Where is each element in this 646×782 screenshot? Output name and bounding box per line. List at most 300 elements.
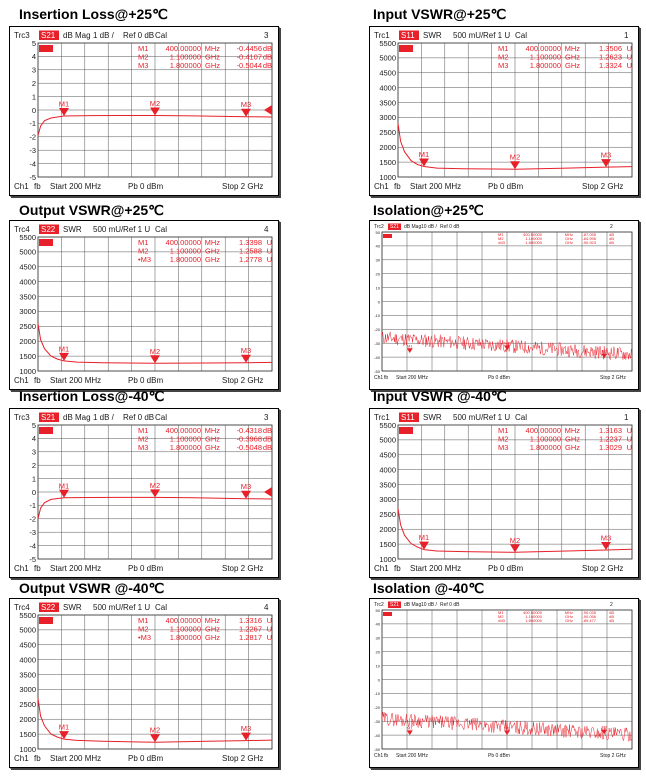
ytick-label: 5 [31,38,36,48]
scale-label: 500 mU/ [453,31,484,40]
marker-triangle [504,730,510,735]
format-label: dB Mag [404,602,422,608]
marker-table-unit: GHz [205,61,220,70]
footer-power: Pb 0 dBm [128,754,164,763]
channel-number: 2 [610,224,613,230]
marker-table-freq: 1.100000 [525,614,542,619]
ytick-label: 1500 [19,729,36,739]
marker-trace-label: M3 [600,533,612,543]
marker-table-unit: GHz [205,52,220,62]
marker-table-value: 1.2623 [599,52,622,62]
marker-table-freq: 1.100000 [529,52,561,62]
marker-table-value: 1.3316 [239,616,262,625]
marker-table-label: M1 [138,426,149,435]
marker-table-freq: 400.00000 [525,426,561,435]
marker-table-label: M3 [498,443,509,452]
ref-level-arrow [264,487,272,497]
marker-trace-label: M2 [509,152,521,162]
marker-trace-label: M2 [509,535,521,545]
marker-table-freq: 1.800000 [525,618,542,623]
ytick-label: 0 [31,105,36,115]
vna-panel-insertion-loss-m40 [9,408,279,578]
marker-table-unit: MHz [564,610,573,615]
footer-fb: fb [394,182,401,191]
ref-label: Ref 0 dB [440,224,460,230]
marker-table-unit: GHz [565,240,573,245]
marker-table-vunit: U [266,238,272,247]
ytick-label: -2 [29,132,36,142]
ytick-label: 3000 [19,685,36,695]
marker-triangle [150,489,160,497]
marker-trace-label: M2 [149,480,161,490]
ref-label: Ref 0 dB [123,413,155,422]
ytick-label: 50 [375,607,380,613]
marker-trace-label: M1 [406,343,413,349]
marker-table-freq: 1.800000 [169,61,201,70]
marker-table-label: M3 [138,61,149,70]
marker-table-label: •M3 [498,240,505,245]
vna-panel-input-vswr-m40 [369,408,639,578]
ytick-label: 5000 [19,247,36,257]
marker-table-unit: GHz [565,614,573,619]
ytick-label: 3000 [379,113,396,123]
ytick-label: -10 [374,313,380,319]
format-label: dB Mag [63,413,91,422]
param-label: S21 [390,224,399,230]
format-label: SWR [423,31,442,40]
marker-table-label: M1 [498,232,504,237]
marker-table-label: M2 [498,614,504,619]
footer-power: Pb 0 dBm [488,753,510,759]
marker-table-vunit: U [626,434,632,444]
marker-table-value: 1.3324 [599,61,622,70]
ytick-label: 2000 [19,337,36,347]
active-trace-badge [399,45,413,52]
ytick-label: 30 [375,635,380,641]
ref-label: Ref 0 dB [123,31,155,40]
marker-table-unit: MHz [204,44,220,53]
footer-start: Start 200 MHz [50,564,102,573]
ytick-label: 40 [375,621,380,627]
ytick-label: 50 [375,229,380,235]
marker-table-vunit: U [626,44,632,53]
marker-table-unit: MHz [204,616,220,625]
format-label: SWR [423,413,442,422]
ytick-label: 3500 [19,292,36,302]
marker-triangle [510,544,520,552]
format-label: SWR [63,225,82,234]
ytick-label: -50 [374,368,380,374]
marker-table-freq: 1.100000 [169,434,201,444]
ytick-label: 4000 [19,277,36,287]
ref-label: Ref 0 dB [440,602,460,608]
marker-table-value: -84.996 [582,236,596,241]
marker-triangle [59,108,69,116]
footer-power: Pb 0 dBm [128,376,164,385]
chart-title-3: Isolation@+25℃ [373,202,484,218]
marker-trace-label: M3 [240,346,252,356]
marker-table-value: 1.2588 [239,246,262,256]
marker-table-unit: GHz [205,434,220,444]
scale-label: 1 dB / [93,413,114,422]
marker-table-vunit: U [266,624,272,634]
ytick-label: 4500 [379,450,396,460]
footer-stop: Stop 2 GHz [222,564,264,573]
ytick-label: 3 [31,65,36,75]
marker-table-vunit: U [626,61,632,70]
marker-table-value: -0.5044 [236,61,262,70]
ref-label: Ref 1 U [123,225,151,234]
marker-triangle [601,159,611,167]
ytick-label: 5500 [19,610,36,620]
ytick-label: -3 [29,146,36,155]
footer-fb: fb [384,375,389,381]
marker-table-vunit: U [266,616,272,625]
marker-table-label: M1 [498,610,504,615]
ytick-label: 2 [31,79,36,88]
marker-table-label: M2 [498,236,504,241]
marker-trace-label: M1 [418,150,430,160]
channel-number: 1 [624,31,629,40]
ytick-label: 1 [31,92,36,102]
marker-table-unit: GHz [205,443,220,452]
marker-triangle [407,730,413,735]
ytick-label: 10 [375,663,380,669]
param-label: S21 [390,602,399,608]
marker-trace-label: M3 [240,100,252,110]
ytick-label: 4500 [379,68,396,78]
marker-table-freq: 1.800000 [529,443,561,452]
vna-panel-output-vswr-25 [9,220,279,390]
marker-table-value: 1.3398 [239,238,262,247]
marker-table-unit: GHz [565,618,573,623]
channel-number: 4 [264,225,269,234]
marker-table-value: 1.3506 [599,44,622,53]
ytick-label: 2000 [19,715,36,725]
footer-start: Start 200 MHz [410,182,462,191]
ref-label: Ref 1 U [483,413,511,422]
param-label: S11 [401,31,415,40]
ytick-label: -2 [29,514,36,524]
ytick-label: 1500 [379,157,396,167]
footer-power: Pb 0 dBm [128,564,164,573]
ytick-label: 4000 [379,465,396,475]
marker-trace-label: M1 [58,99,70,109]
channel-number: 3 [264,31,269,40]
marker-table-vunit: dB [262,426,272,435]
trace-label: Trc2 [374,602,384,608]
trace-label: Trc1 [374,413,390,422]
ytick-label: 5000 [19,625,36,635]
marker-trace-label: M3 [601,348,608,354]
marker-trace-label: M1 [58,481,70,491]
footer-power: Pb 0 dBm [488,375,510,381]
ytick-label: -20 [374,705,380,711]
marker-table-value: -0.4456 [236,44,262,53]
footer-power: Pb 0 dBm [488,182,524,191]
ytick-label: 3000 [379,495,396,505]
marker-table-label: M1 [138,616,149,625]
ytick-label: 2500 [19,700,36,710]
ytick-label: 0 [31,487,36,497]
cal-label: Cal [155,31,168,40]
ref-label: Ref 1 U [483,31,511,40]
marker-table-value: -90.923 [582,240,596,245]
marker-table-vunit: U [266,633,272,642]
ytick-label: 5000 [379,435,396,445]
marker-table-label: M1 [498,426,509,435]
marker-table-vunit: dB [609,614,614,619]
marker-table-value: 1.2817 [239,633,262,642]
scale-label: 500 mU/ [453,413,484,422]
marker-table-vunit: dB [609,618,614,623]
ytick-label: 3 [31,447,36,457]
marker-triangle [150,107,160,115]
ytick-label: -30 [374,718,380,724]
marker-table-label: •M3 [138,633,152,642]
marker-table-vunit: U [626,426,632,435]
footer-channel: Ch1 [14,754,29,763]
ytick-label: 4000 [19,655,36,665]
footer-start: Start 200 MHz [396,375,428,381]
footer-start: Start 200 MHz [396,753,428,759]
footer-fb: fb [34,564,41,573]
marker-table-freq: 1.100000 [169,52,201,62]
trace-label: Trc2 [374,224,384,230]
marker-triangle [150,355,160,363]
marker-trace-label: M2 [149,98,161,108]
ytick-label: 0 [377,299,380,305]
format-label: dB Mag [63,31,91,40]
marker-table-freq: 1.800000 [169,443,201,452]
ytick-label: -1 [29,501,36,511]
format-label: SWR [63,603,82,612]
ytick-label: 5500 [19,232,36,242]
marker-triangle [601,354,607,359]
marker-table-label: M2 [498,52,509,62]
marker-trace-label: M1 [58,344,70,354]
marker-trace-label: M3 [600,150,612,160]
marker-trace-label: M3 [240,482,252,492]
marker-triangle [510,161,520,169]
ytick-label: -3 [29,528,36,537]
marker-table-unit: MHz [204,238,220,247]
marker-triangle [241,733,251,741]
ytick-label: 4 [31,434,36,444]
footer-stop: Stop 2 GHz [582,564,624,573]
ytick-label: 1 [31,474,36,484]
active-trace-badge [383,612,392,616]
chart-title-1: Input VSWR@+25℃ [373,6,507,22]
marker-table-freq: 1.100000 [169,624,201,634]
marker-table-label: M3 [498,61,509,70]
vna-panel-isolation-m40 [369,598,639,768]
param-label: S21 [41,31,56,40]
footer-fb: fb [394,564,401,573]
marker-table-unit: GHz [565,434,580,444]
marker-table-vunit: dB [262,443,272,452]
vna-panel-isolation-25 [369,220,639,390]
chart-title-5: Input VSWR @-40℃ [373,388,507,404]
marker-table-freq: 400.00000 [165,44,201,53]
footer-channel: Ch1 [374,753,384,759]
trace-label: Trc3 [14,413,30,422]
marker-triangle [241,491,251,499]
ytick-label: 5 [31,420,36,430]
marker-table-value: -90.035 [582,610,596,615]
ytick-label: 3000 [19,307,36,317]
ytick-label: -20 [374,327,380,333]
marker-table-vunit: U [626,443,632,452]
ytick-label: 10 [375,285,380,291]
footer-start: Start 200 MHz [50,182,102,191]
ytick-label: -40 [374,732,380,738]
scale-label: 500 mU/ [93,225,124,234]
ytick-label: -40 [374,354,380,360]
channel-number: 3 [264,413,269,422]
channel-number: 4 [264,603,269,612]
marker-trace-label: M3 [240,724,252,734]
scale-label: 10 dB / [421,224,437,230]
footer-stop: Stop 2 GHz [222,754,264,763]
marker-table-unit: GHz [205,255,220,264]
marker-trace-label: M2 [149,346,161,356]
footer-fb: fb [384,753,389,759]
ytick-label: 3500 [379,480,396,490]
trace-label: Trc3 [14,31,30,40]
marker-table-vunit: U [266,246,272,256]
footer-channel: Ch1 [14,182,29,191]
marker-table-unit: GHz [205,246,220,256]
ytick-label: 1500 [379,539,396,549]
marker-trace-label: M1 [418,533,430,543]
marker-table-vunit: U [266,255,272,264]
marker-table-unit: GHz [205,624,220,634]
param-label: S21 [41,413,56,422]
marker-table-vunit: dB [609,232,614,237]
trace-label: Trc1 [374,31,390,40]
marker-table-value: 1.2778 [239,255,262,264]
chart-title-2: Output VSWR@+25℃ [19,202,164,218]
marker-table-value: -0.3968 [236,434,262,444]
ytick-label: 5000 [379,53,396,63]
marker-table-label: M2 [498,434,509,444]
ytick-label: -30 [374,340,380,346]
marker-triangle [241,109,251,117]
footer-fb: fb [34,182,41,191]
marker-table-freq: 1.800000 [525,240,542,245]
footer-stop: Stop 2 GHz [582,182,624,191]
marker-triangle [407,348,413,353]
footer-fb: fb [34,376,41,385]
marker-table-vunit: dB [262,61,272,70]
active-trace-badge [399,427,413,434]
footer-channel: Ch1 [14,564,29,573]
active-trace-badge [383,234,392,238]
ytick-label: -10 [374,691,380,697]
ytick-label: 0 [377,677,380,683]
marker-table-vunit: dB [609,236,614,241]
ytick-label: 1000 [19,366,36,376]
chart-title-6: Output VSWR @-40℃ [19,580,165,596]
cal-label: Cal [155,225,168,234]
cal-label: Cal [515,31,528,40]
vna-panel-output-vswr-m40 [9,598,279,768]
marker-table-unit: MHz [564,232,573,237]
ytick-label: 1000 [19,744,36,754]
footer-stop: Stop 2 GHz [600,753,626,759]
chart-title-0: Insertion Loss@+25℃ [19,6,168,22]
footer-stop: Stop 2 GHz [600,375,626,381]
marker-trace-label: M2 [504,725,510,731]
marker-table-label: M3 [138,443,149,452]
marker-table-unit: GHz [205,633,220,642]
marker-table-unit: MHz [564,44,580,53]
trace-label: Trc4 [14,603,30,612]
marker-table-unit: MHz [204,426,220,435]
ytick-label: -4 [29,541,36,551]
marker-table-label: •M3 [138,255,152,264]
marker-trace-label: M1 [406,725,413,731]
marker-triangle [150,734,160,742]
marker-trace-label: M1 [58,722,70,732]
marker-table-value: 1.2237 [599,434,622,444]
marker-trace-label: M2 [149,725,161,735]
marker-table-value: -89.477 [582,618,596,623]
param-label: S22 [41,603,56,612]
ytick-label: 40 [375,243,380,249]
marker-table-freq: 1.100000 [529,434,561,444]
marker-table-freq: 400.00000 [523,610,542,615]
ytick-label: 4500 [19,262,36,272]
marker-table-unit: GHz [565,61,580,70]
param-label: S11 [401,413,415,422]
ref-level-arrow [264,105,272,115]
ytick-label: -50 [374,746,380,752]
param-label: S22 [41,225,56,234]
marker-table-label: M1 [138,44,149,53]
vna-panel-input-vswr-25 [369,26,639,196]
ytick-label: 2500 [379,510,396,520]
marker-table-value: -0.4107 [236,52,262,62]
marker-triangle [601,542,611,550]
cal-label: Cal [155,413,168,422]
marker-table-freq: 400.00000 [523,232,542,237]
marker-table-label: M2 [138,52,149,62]
marker-trace-label: M2 [504,340,510,346]
marker-table-unit: GHz [565,443,580,452]
ytick-label: 2 [31,461,36,470]
ytick-label: 20 [375,649,380,655]
marker-triangle [241,355,251,363]
ytick-label: 4 [31,52,36,62]
active-trace-badge [39,617,53,624]
footer-channel: Ch1 [374,375,384,381]
active-trace-badge [39,239,53,246]
ytick-label: -4 [29,159,36,169]
marker-table-unit: GHz [565,52,580,62]
marker-table-label: M1 [138,238,149,247]
marker-table-freq: 400.00000 [525,44,561,53]
cal-label: Cal [155,603,168,612]
marker-table-freq: 1.800000 [529,61,561,70]
scale-label: 1 dB / [93,31,114,40]
footer-channel: Ch1 [374,564,389,573]
marker-table-value: -0.4318 [236,426,262,435]
marker-table-freq: 1.100000 [525,236,542,241]
chart-title-7: Isolation @-40℃ [373,580,485,596]
ytick-label: 1000 [379,554,396,564]
